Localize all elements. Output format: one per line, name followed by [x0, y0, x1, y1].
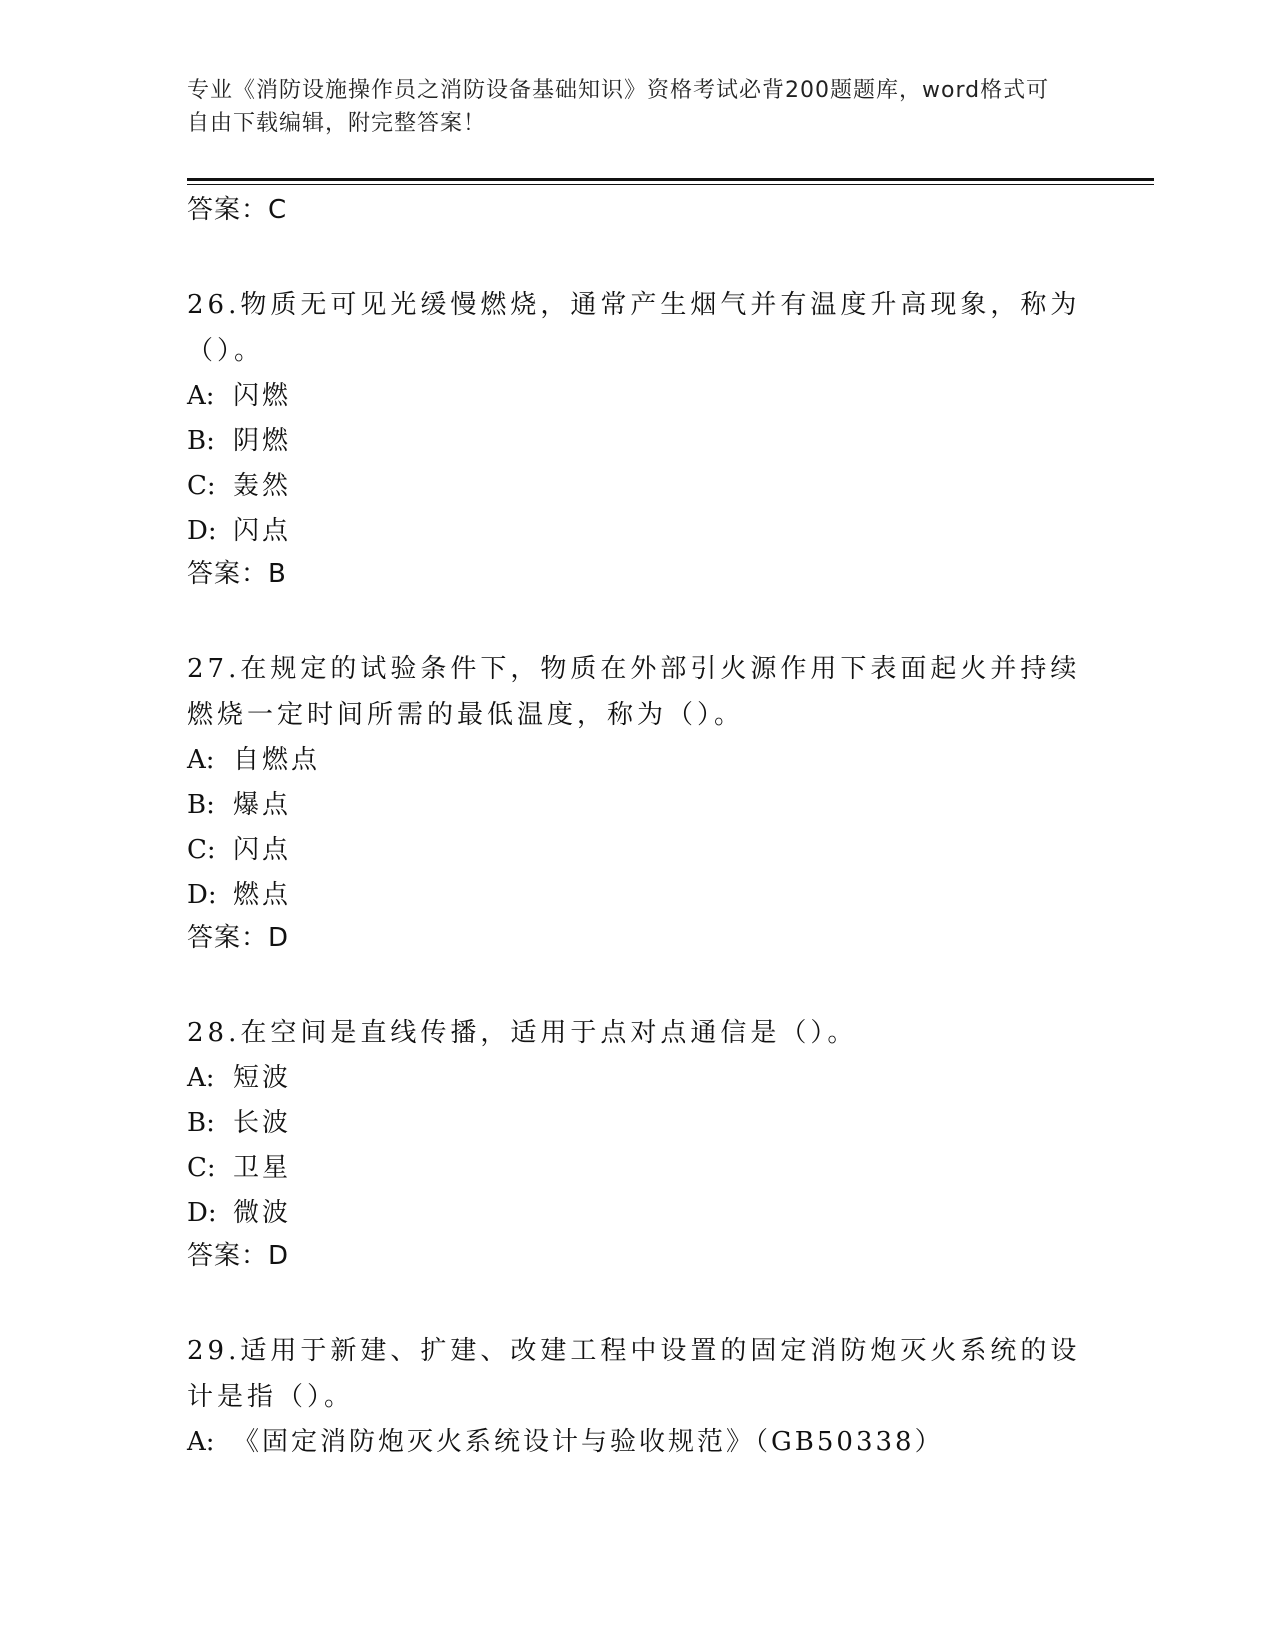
- option-text: 《固定消防炮灭火系统设计与验收规范》（GB50338）: [233, 1427, 944, 1457]
- header-divider-thin: [187, 184, 1154, 185]
- page-header: 专业《消防设施操作员之消防设备基础知识》资格考试必背200题题库，word格式可自由下载编辑，附完整答案！: [187, 78, 1050, 136]
- option-a: [187, 738, 1087, 783]
- option-d: [187, 509, 1087, 554]
- option-letter: A:: [187, 745, 215, 775]
- answer-line: 答案：D: [187, 1241, 290, 1271]
- option-text: 卫星: [233, 1153, 292, 1183]
- option-text: 短波: [233, 1063, 292, 1093]
- option-d: [187, 873, 1087, 918]
- option-letter: A:: [187, 1063, 215, 1093]
- option-text: 燃点: [233, 880, 292, 910]
- option-letter: B:: [187, 1108, 215, 1138]
- option-b: [187, 783, 1087, 828]
- option-d: [187, 1191, 1087, 1236]
- question-27: [187, 646, 1087, 958]
- option-text: 微波: [233, 1198, 292, 1228]
- option-c: [187, 828, 1087, 873]
- option-letter: D:: [187, 1198, 217, 1228]
- option-b: [187, 1101, 1087, 1146]
- option-text: 轰然: [233, 471, 292, 501]
- question-list: [187, 190, 1087, 1465]
- option-letter: A:: [187, 381, 215, 411]
- question-text: 29.适用于新建、扩建、改建工程中设置的固定消防炮灭火系统的设计是指（）。: [187, 1336, 1081, 1412]
- option-letter: C:: [187, 1153, 216, 1183]
- answer-line: 答案：C: [187, 195, 288, 225]
- question-29: [187, 1328, 1087, 1465]
- question-28: [187, 1010, 1087, 1276]
- answer-line: 答案：D: [187, 923, 290, 953]
- option-letter: D:: [187, 880, 217, 910]
- option-letter: C:: [187, 471, 216, 501]
- option-text: 阴燃: [233, 426, 292, 456]
- option-c: [187, 1146, 1087, 1191]
- option-letter: B:: [187, 790, 215, 820]
- option-text: 长波: [233, 1108, 292, 1138]
- option-b: [187, 419, 1087, 464]
- header-divider-thick: [187, 178, 1154, 181]
- option-a: [187, 374, 1087, 419]
- question-text: 28.在空间是直线传播，适用于点对点通信是（）。: [187, 1018, 858, 1048]
- option-text: 自燃点: [233, 745, 321, 775]
- question-text: 26.物质无可见光缓慢燃烧，通常产生烟气并有温度升高现象，称为（）。: [187, 290, 1081, 366]
- question-26: [187, 282, 1087, 594]
- option-text: 闪燃: [233, 381, 292, 411]
- option-c: [187, 464, 1087, 509]
- question-text: 27.在规定的试验条件下，物质在外部引火源作用下表面起火并持续燃烧一定时间所需的最低温度，称为（）。: [187, 654, 1081, 730]
- answer-line: 答案：B: [187, 559, 287, 589]
- option-letter: B:: [187, 426, 215, 456]
- option-text: 闪点: [233, 516, 292, 546]
- option-letter: D:: [187, 516, 217, 546]
- option-letter: C:: [187, 835, 216, 865]
- option-a: [187, 1420, 1087, 1465]
- option-letter: A:: [187, 1427, 215, 1457]
- option-text: 爆点: [233, 790, 292, 820]
- option-text: 闪点: [233, 835, 292, 865]
- option-a: [187, 1056, 1087, 1101]
